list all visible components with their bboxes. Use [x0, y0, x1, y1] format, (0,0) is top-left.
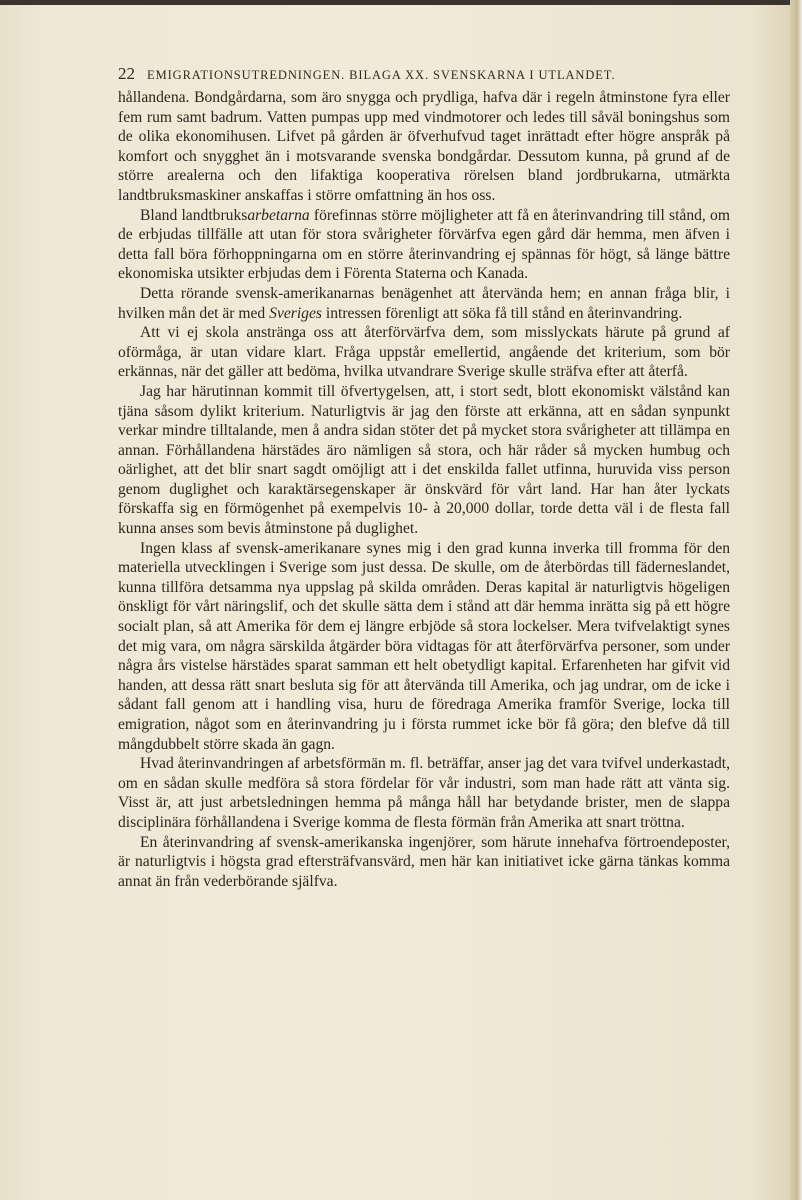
body-text — [118, 88, 730, 891]
paragraph: Ingen klass af svensk-amerikanare synes mig i den grad kunna inverka till fromma för den materiella utvecklingen i Sverige som just dessa. De skulle, om de återbördas till fäderneslandet, kunna tillföra detsamma nya uppslag på skilda områden. Deras kapital är naturligtvis högeligen önskligt för vårt näringslif, och det skulle sätta dem i stånd att där hemma inrätta sig på ett högre socialt plan, så att Amerika för dem ej längre erbjöde så stora lockelser. Mera tvifvelaktigt synes det mig vara, om några särskilda åtgärder böra vidtagas för att återförvärfva personer, som under några års vistelse härstädes sparat samman ett helt obetydligt kapital. Erfarenheten har gifvit vid handen, att dessa rätt snart besluta sig för att återvända till Amerika, och jag undrar, om de icke i sådant fall genom att i handling visa, huru de föredraga Amerika framför Sverige, locka till emigration, något som en återinvandring ju i första rummet icke bör få göra; den blefve då till mångdubbelt större skada än gagn. — [118, 539, 730, 753]
paragraph: En återinvandring af svensk-amerikanska ingenjörer, som härute innehafva förtroendeposter, är naturligtvis i högsta grad eftersträfvansvärd, men här kan initiativet icke gärna tänkas komma annat än från vederbörande själfva. — [118, 833, 730, 890]
running-header — [118, 64, 728, 84]
running-title: EMIGRATIONSUTREDNINGEN. BILAGA XX. SVENSKARNA I UTLANDET. — [147, 68, 616, 82]
emphasis: Sveriges — [269, 304, 322, 322]
paragraph: Jag har härutinnan kommit till öfvertygelsen, att, i stort sedt, blott ekonomiskt välstånd kan tjäna såsom dylikt kriterium. Naturligtvis är jag den förste att erkänna, att en sådan synpunkt verkar mindre tilltalande, men å andra sidan stöter det på mycket stora svårigheter att tillämpa en annan. Förhållandena härstädes äro nämligen så stora, och här råder så mycken humbug och oärlighet, att det blir snart sagdt omöjligt att i det enskilda fallet utfinna, huruvida viss person genom duglighet och karaktärsegenskaper är önskvärd för vårt land. Har han åter lyckats förskaffa sig en förmögenhet på exempelvis 10- à 20,000 dollar, torde detta väl i de flesta fall kunna anses som bevis åtminstone på duglighet. — [118, 382, 730, 538]
page-number: 22 — [118, 64, 135, 83]
emphasis: arbetarna — [247, 206, 310, 224]
page-fore-edge — [790, 0, 802, 1200]
paragraph: Detta rörande svensk-amerikanarnas benägenhet att återvända hem; en annan fråga blir, i hvilken mån det är med Sveriges intressen förenligt att söka få till stånd en återinvandring. — [118, 284, 730, 322]
paragraph: Att vi ej skola anstränga oss att återförvärfva dem, som misslyckats härute på grund af oförmåga, är utan vidare klart. Fråga uppstår emellertid, angående det kriterium, som bör erkännas, när det gäller att bedöma, hvilka utvandrare Sverige skulle sträfva efter att återfå. — [118, 324, 730, 381]
scan-top-edge — [0, 0, 802, 5]
paragraph: hållandena. Bondgårdarna, som äro snygga och prydliga, hafva där i regeln åtminstone fyra eller fem rum samt badrum. Vatten pumpas upp med vindmotorer och ledes till såväl boningshus som de olika ekonomihusen. Lifvet på gården är öfverhufvud taget inrättadt efter högre anspråk på komfort och snygghet än i motsvarande svenska bondgårdar. Dessutom kunna, på grund af de större arealerna och den lifaktiga kooperativa rörelsen bland jordbrukarna, utmärkta landtbruksmaskiner anskaffas i större omfattning än hos oss. — [118, 89, 730, 204]
paragraph: Bland landtbruksarbetarna förefinnas större möjligheter att få en återinvandring till stånd, om de erbjudas tillfälle att utan för stora svårigheter förvärfva egen gård där hemma, men äfven i detta fall böra förhoppningarna om en större återinvandring ej spännas för högt, så länge bättre ekonomiska utsikter erbjudas dem i Förenta Staterna och Kanada. — [118, 206, 730, 283]
paragraph: Hvad återinvandringen af arbetsförmän m. fl. beträffar, anser jag det vara tvifvel underkastadt, om en sådan skulle medföra så stora fördelar för vår industri, som man hade rätt att vänta sig. Visst är, att just arbetsledningen hemma på många håll har betydande brister, men de slappa disciplinära förhållandena i Sverige komma de flesta förmän från Amerika att snart tröttna. — [118, 755, 730, 831]
